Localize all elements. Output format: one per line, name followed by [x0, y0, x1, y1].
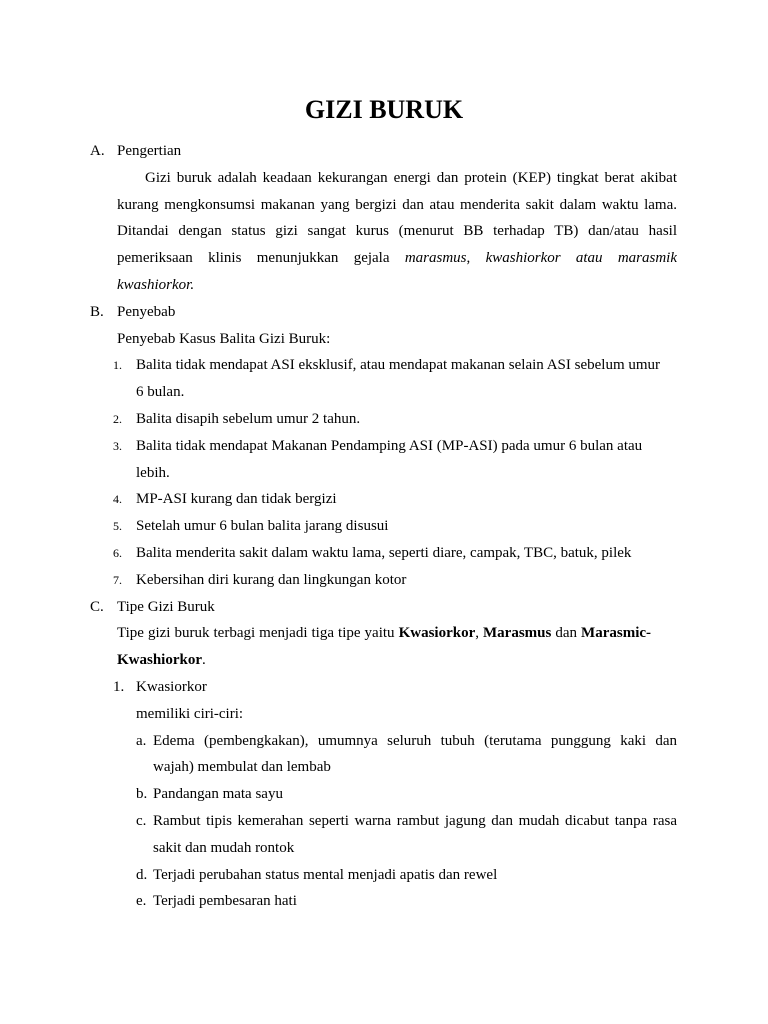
- document-title: GIZI BURUK: [304, 95, 464, 124]
- subsection-lead: memiliki ciri-ciri:: [136, 705, 244, 722]
- paragraph-line: pemeriksaan klinis menunjukkan gejala marasmus, kwashiorkor atau marasmik: [117, 250, 677, 267]
- list-item: 2. Balita disapih sebelum umur 2 tahun.: [113, 410, 361, 427]
- paragraph-line: Gizi buruk adalah keadaan kekurangan energi dan protein (KEP) tingkat berat akibat: [145, 169, 677, 186]
- section-a-title: Pengertian: [117, 143, 182, 159]
- list-item: 1. Balita tidak mendapat ASI eksklusif, atau mendapat makanan selain ASI sebelum umur: [113, 357, 661, 374]
- list-item: 7. Kebersihan diri kurang dan lingkungan kotor: [113, 571, 407, 588]
- list-item: 6. Balita menderita sakit dalam waktu lama, seperti diare, campak, TBC, batuk, pilek: [113, 544, 632, 561]
- section-b-title: Penyebab: [117, 303, 176, 320]
- section-c-heading: [0, 594, 768, 621]
- sub-list-item: e. Terjadi pembesaran hati: [136, 893, 297, 910]
- list-item: 4. MP-ASI kurang dan tidak bergizi: [113, 491, 337, 508]
- section-c-title: Tipe Gizi Buruk: [117, 598, 215, 615]
- list-item-continuation: 6 bulan.: [136, 384, 185, 401]
- section-c-intro-cont: Kwashiorkor.: [117, 652, 206, 669]
- section-b-heading: [0, 299, 768, 326]
- sub-list-item: d. Terjadi perubahan status mental menjadi apatis dan rewel: [136, 866, 498, 883]
- section-a-letter: A.: [90, 143, 105, 159]
- sub-list-item: b. Pandangan mata sayu: [136, 786, 283, 803]
- section-c-intro: Tipe gizi buruk terbagi menjadi tiga tipe yaitu Kwasiorkor, Marasmus dan Marasmic-: [117, 625, 651, 642]
- paragraph-line: kwashiorkor.: [117, 276, 195, 293]
- sub-list-item: c. Rambut tipis kemerahan seperti warna rambut jagung dan mudah dicabut tanpa rasa: [136, 812, 677, 829]
- document-body: [0, 138, 768, 915]
- list-item: 5. Setelah umur 6 bulan balita jarang disusui: [113, 518, 389, 535]
- sub-list-item: a. Edema (pembengkakan), umumnya seluruh tubuh (terutama punggung kaki dan: [136, 732, 677, 749]
- sub-list-item-continuation: sakit dan mudah rontok: [153, 839, 295, 856]
- list-item-continuation: lebih.: [136, 464, 170, 481]
- paragraph-line: Ditandai dengan status gizi sangat kurus (menurut BB terhadap TB) dan/atau hasil: [117, 223, 677, 240]
- sub-list-item-continuation: wajah) membulat dan lembab: [153, 759, 331, 776]
- subsection-heading: 1. Kwasiorkor: [113, 678, 207, 695]
- section-a-heading: [0, 138, 768, 165]
- list-item: 3. Balita tidak mendapat Makanan Pendamping ASI (MP-ASI) pada umur 6 bulan atau: [113, 437, 643, 454]
- section-b-letter: B.: [90, 303, 104, 320]
- section-b-intro: Penyebab Kasus Balita Gizi Buruk:: [117, 330, 331, 347]
- section-c-letter: C.: [90, 598, 104, 615]
- paragraph-line: kurang mengkonsumsi makanan yang bergizi dan atau menderita sakit dalam waktu lama.: [117, 196, 677, 213]
